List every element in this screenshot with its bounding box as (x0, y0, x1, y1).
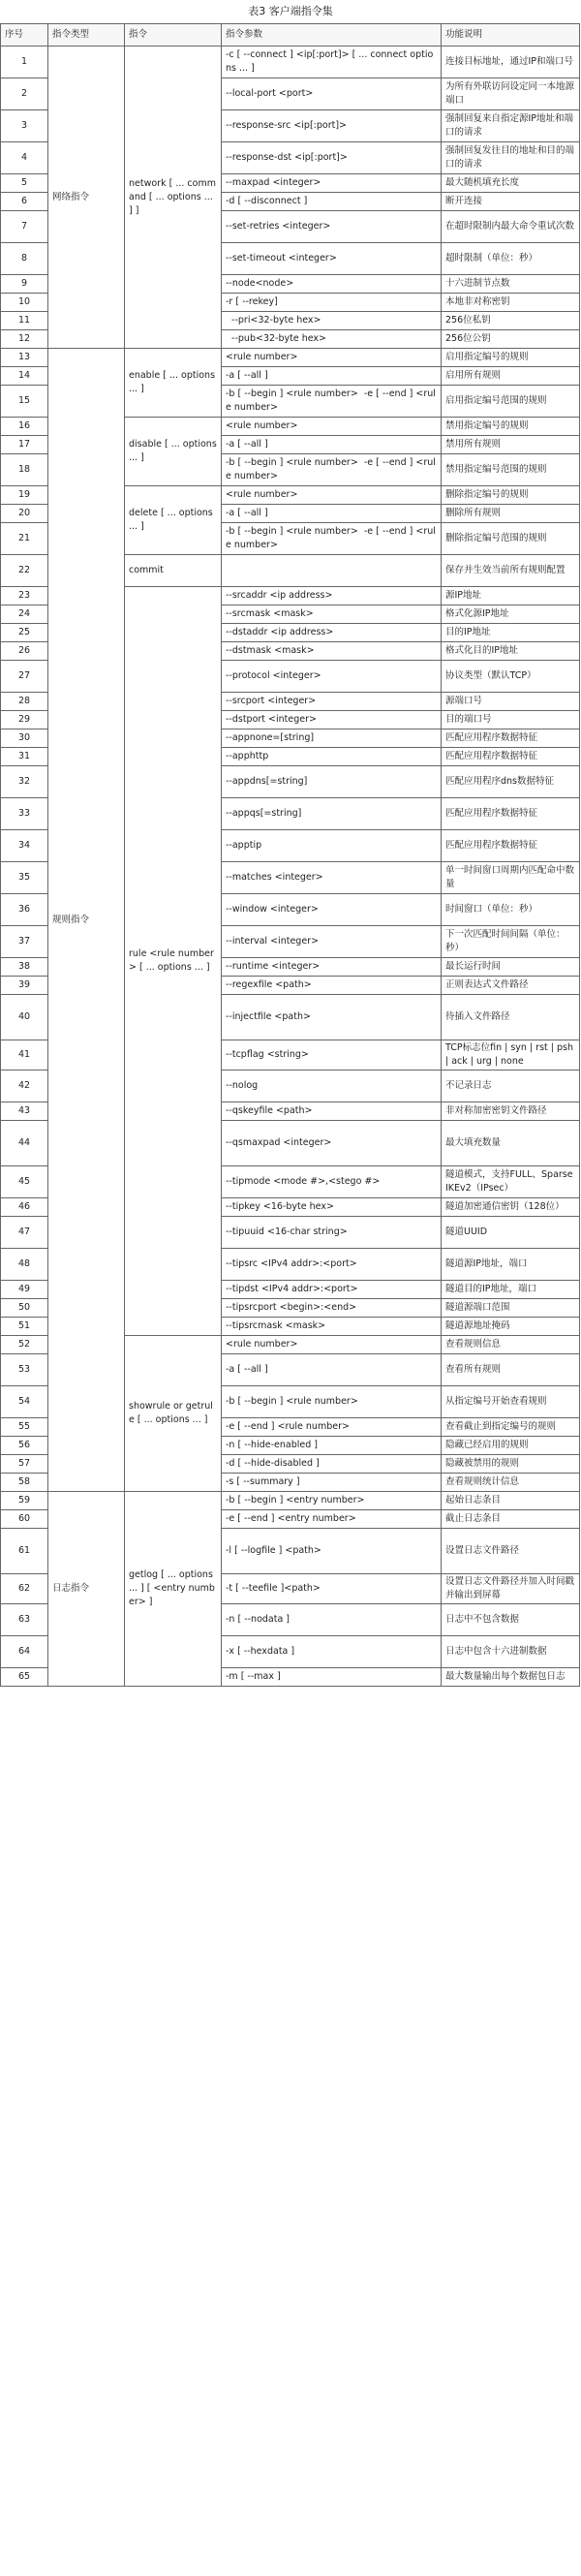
parameter-cell: --dstport <integer> (222, 711, 442, 729)
row-number: 38 (1, 958, 48, 977)
parameter-cell: --set-retries <integer> (222, 211, 442, 243)
description-cell: 隐藏被禁用的规则 (442, 1455, 580, 1474)
row-number: 10 (1, 294, 48, 312)
parameter-cell: --interval <integer> (222, 926, 442, 958)
parameter-cell: --protocol <integer> (222, 661, 442, 693)
description-cell: 强制回复来自指定源IP地址和端口的请求 (442, 110, 580, 142)
description-cell: 删除指定编号范围的规则 (442, 523, 580, 555)
row-number: 60 (1, 1510, 48, 1529)
row-number: 5 (1, 174, 48, 193)
header-category: 指令类型 (48, 24, 125, 47)
row-number: 51 (1, 1318, 48, 1336)
description-cell: 隧道源地址掩码 (442, 1318, 580, 1336)
description-cell: 从指定编号开始查看规则 (442, 1386, 580, 1418)
row-number: 4 (1, 142, 48, 174)
parameter-cell: --tipsrc <IPv4 addr>:<port> (222, 1249, 442, 1281)
row-number: 11 (1, 312, 48, 330)
description-cell: 日志中包含十六进制数据 (442, 1636, 580, 1668)
parameter-cell: --tipsrcport <begin>:<end> (222, 1299, 442, 1318)
description-cell: 查看所有规则 (442, 1354, 580, 1386)
description-cell: 在超时限制内最大命令重试次数 (442, 211, 580, 243)
parameter-cell: --window <integer> (222, 894, 442, 926)
description-cell: 匹配应用程序dns数据特征 (442, 766, 580, 798)
row-number: 3 (1, 110, 48, 142)
command-cell: showrule or getrule [ ... options ... ] (125, 1336, 222, 1492)
description-cell: 删除所有规则 (442, 505, 580, 523)
row-number: 49 (1, 1281, 48, 1299)
row-number: 7 (1, 211, 48, 243)
description-cell: 禁用所有规则 (442, 436, 580, 454)
row-number: 45 (1, 1166, 48, 1198)
parameter-cell: --response-src <ip[:port]> (222, 110, 442, 142)
description-cell: 保存并生效当前所有规则配置 (442, 555, 580, 587)
description-cell: 匹配应用程序数据特征 (442, 748, 580, 766)
row-number: 6 (1, 193, 48, 211)
description-cell: 隧道源IP地址，端口 (442, 1249, 580, 1281)
row-number: 17 (1, 436, 48, 454)
row-number: 48 (1, 1249, 48, 1281)
description-cell: 设置日志文件路径 (442, 1529, 580, 1574)
description-cell: 最长运行时间 (442, 958, 580, 977)
description-cell: 禁用指定编号的规则 (442, 418, 580, 436)
description-cell: 时间窗口（单位：秒） (442, 894, 580, 926)
parameter-cell: --pri<32-byte hex> (222, 312, 442, 330)
row-number: 53 (1, 1354, 48, 1386)
parameter-cell: --response-dst <ip[:port]> (222, 142, 442, 174)
parameter-cell (222, 555, 442, 587)
parameter-cell: --dstaddr <ip address> (222, 624, 442, 642)
description-cell: 隧道UUID (442, 1217, 580, 1249)
parameter-cell: -a [ --all ] (222, 505, 442, 523)
row-number: 64 (1, 1636, 48, 1668)
description-cell: 断开连接 (442, 193, 580, 211)
table-body (1, 47, 580, 1687)
row-number: 9 (1, 275, 48, 294)
row-number: 2 (1, 78, 48, 110)
row-number: 36 (1, 894, 48, 926)
row-number: 33 (1, 798, 48, 830)
row-number: 61 (1, 1529, 48, 1574)
description-cell: 下一次匹配时间间隔（单位：秒） (442, 926, 580, 958)
parameter-cell: -b [ --begin ] <rule number> -e [ --end ] <rule number> (222, 386, 442, 418)
description-cell: 匹配应用程序数据特征 (442, 830, 580, 862)
command-cell: enable [ ... options ... ] (125, 349, 222, 418)
parameter-cell: --local-port <port> (222, 78, 442, 110)
category-cell: 日志指令 (48, 1492, 125, 1687)
row-number: 59 (1, 1492, 48, 1510)
parameter-cell: -a [ --all ] (222, 1354, 442, 1386)
command-cell: network [ ... command [ ... options ... ] ] (125, 47, 222, 349)
description-cell: 设置日志文件路径并加入时间戳并输出到屏幕 (442, 1574, 580, 1604)
description-cell: 单一时间窗口周期内匹配命中数量 (442, 862, 580, 894)
parameter-cell: --appnone=[string] (222, 729, 442, 748)
parameter-cell: -d [ --hide-disabled ] (222, 1455, 442, 1474)
parameter-cell: -a [ --all ] (222, 436, 442, 454)
description-cell: 格式化源IP地址 (442, 605, 580, 624)
description-cell: 匹配应用程序数据特征 (442, 729, 580, 748)
description-cell: 查看截止到指定编号的规则 (442, 1418, 580, 1437)
description-cell: 目的IP地址 (442, 624, 580, 642)
row-number: 16 (1, 418, 48, 436)
row-number: 12 (1, 330, 48, 349)
row-number: 47 (1, 1217, 48, 1249)
description-cell: 256位公钥 (442, 330, 580, 349)
row-number: 42 (1, 1071, 48, 1102)
row-number: 20 (1, 505, 48, 523)
table-row (1, 47, 580, 78)
header-description: 功能说明 (442, 24, 580, 47)
description-cell: 超时限制（单位：秒） (442, 243, 580, 275)
row-number: 22 (1, 555, 48, 587)
parameter-cell: --pub<32-byte hex> (222, 330, 442, 349)
description-cell: 隧道目的IP地址，端口 (442, 1281, 580, 1299)
parameter-cell: <rule number> (222, 418, 442, 436)
description-cell: 为所有外联访问设定同一本地源端口 (442, 78, 580, 110)
row-number: 37 (1, 926, 48, 958)
description-cell: 连接目标地址，通过IP和端口号 (442, 47, 580, 78)
parameter-cell: -b [ --begin ] <rule number> -e [ --end ] <rule number> (222, 523, 442, 555)
command-table (0, 23, 580, 1687)
row-number: 28 (1, 693, 48, 711)
command-cell: disable [ ... options ... ] (125, 418, 222, 486)
command-cell: delete [ ... options ... ] (125, 486, 222, 555)
row-number: 25 (1, 624, 48, 642)
row-number: 58 (1, 1474, 48, 1492)
description-cell: 十六进制节点数 (442, 275, 580, 294)
row-number: 65 (1, 1668, 48, 1687)
description-cell: 本地非对称密钥 (442, 294, 580, 312)
description-cell: 最大随机填充长度 (442, 174, 580, 193)
description-cell: 正则表达式文件路径 (442, 977, 580, 995)
row-number: 23 (1, 587, 48, 605)
parameter-cell: -b [ --begin ] <entry number> (222, 1492, 442, 1510)
parameter-cell: <rule number> (222, 349, 442, 367)
description-cell: 启用指定编号的规则 (442, 349, 580, 367)
description-cell: 截止日志条目 (442, 1510, 580, 1529)
command-cell: commit (125, 555, 222, 587)
parameter-cell: --tcpflag <string> (222, 1040, 442, 1071)
description-cell: 隧道加密通信密钥（128位） (442, 1198, 580, 1217)
parameter-cell: -s [ --summary ] (222, 1474, 442, 1492)
parameter-cell: --srcmask <mask> (222, 605, 442, 624)
parameter-cell: --tipuuid <16-char string> (222, 1217, 442, 1249)
parameter-cell: --tipmode <mode #>,<stego #> (222, 1166, 442, 1198)
parameter-cell: -r [ --rekey] (222, 294, 442, 312)
row-number: 19 (1, 486, 48, 505)
parameter-cell: --set-timeout <integer> (222, 243, 442, 275)
parameter-cell: -c [ --connect ] <ip[:port]> [ ... connect options ... ] (222, 47, 442, 78)
description-cell: 隐藏已经启用的规则 (442, 1437, 580, 1455)
header-parameter: 指令参数 (222, 24, 442, 47)
description-cell: 匹配应用程序数据特征 (442, 798, 580, 830)
row-number: 30 (1, 729, 48, 748)
row-number: 56 (1, 1437, 48, 1455)
description-cell: 日志中不包含数据 (442, 1604, 580, 1636)
parameter-cell: -d [ --disconnect ] (222, 193, 442, 211)
header-no: 序号 (1, 24, 48, 47)
parameter-cell: --srcaddr <ip address> (222, 587, 442, 605)
parameter-cell: -n [ --nodata ] (222, 1604, 442, 1636)
parameter-cell: <rule number> (222, 486, 442, 505)
parameter-cell: --qskeyfile <path> (222, 1102, 442, 1121)
parameter-cell: --apphttp (222, 748, 442, 766)
description-cell: 源端口号 (442, 693, 580, 711)
row-number: 27 (1, 661, 48, 693)
row-number: 44 (1, 1121, 48, 1166)
description-cell: 起始日志条目 (442, 1492, 580, 1510)
parameter-cell: -l [ --logfile ] <path> (222, 1529, 442, 1574)
parameter-cell: -x [ --hexdata ] (222, 1636, 442, 1668)
row-number: 32 (1, 766, 48, 798)
table-row (1, 1492, 580, 1510)
row-number: 13 (1, 349, 48, 367)
description-cell: 格式化目的IP地址 (442, 642, 580, 661)
row-number: 39 (1, 977, 48, 995)
row-number: 14 (1, 367, 48, 386)
parameter-cell: --qsmaxpad <integer> (222, 1121, 442, 1166)
parameter-cell: --dstmask <mask> (222, 642, 442, 661)
header-command: 指令 (125, 24, 222, 47)
parameter-cell: --matches <integer> (222, 862, 442, 894)
parameter-cell: --maxpad <integer> (222, 174, 442, 193)
parameter-cell: --appqs[=string] (222, 798, 442, 830)
description-cell: 启用指定编号范围的规则 (442, 386, 580, 418)
description-cell: 256位私钥 (442, 312, 580, 330)
description-cell: 强制回复发往目的地址和目的端口的请求 (442, 142, 580, 174)
parameter-cell: --srcport <integer> (222, 693, 442, 711)
row-number: 24 (1, 605, 48, 624)
description-cell: 隧道源端口范围 (442, 1299, 580, 1318)
description-cell: 查看规则信息 (442, 1336, 580, 1354)
description-cell: 待插入文件路径 (442, 995, 580, 1040)
description-cell: 协议类型（默认TCP） (442, 661, 580, 693)
row-number: 8 (1, 243, 48, 275)
parameter-cell: --appdns[=string] (222, 766, 442, 798)
description-cell: TCP标志位fin | syn | rst | psh | ack | urg | none (442, 1040, 580, 1071)
parameter-cell: <rule number> (222, 1336, 442, 1354)
parameter-cell: -a [ --all ] (222, 367, 442, 386)
row-number: 15 (1, 386, 48, 418)
table-header-row (1, 24, 580, 47)
row-number: 54 (1, 1386, 48, 1418)
parameter-cell: -e [ --end ] <entry number> (222, 1510, 442, 1529)
description-cell: 最大填充数量 (442, 1121, 580, 1166)
parameter-cell: -b [ --begin ] <rule number> -e [ --end ] <rule number> (222, 454, 442, 486)
table-caption: 表3 客户端指令集 (248, 5, 333, 17)
description-cell: 源IP地址 (442, 587, 580, 605)
description-cell: 启用所有规则 (442, 367, 580, 386)
row-number: 46 (1, 1198, 48, 1217)
description-cell: 删除指定编号的规则 (442, 486, 580, 505)
description-cell: 最大数量输出每个数据包日志 (442, 1668, 580, 1687)
description-cell: 非对称加密密钥文件路径 (442, 1102, 580, 1121)
parameter-cell: --apptip (222, 830, 442, 862)
parameter-cell: --tipsrcmask <mask> (222, 1318, 442, 1336)
row-number: 40 (1, 995, 48, 1040)
row-number: 34 (1, 830, 48, 862)
parameter-cell: --tipdst <IPv4 addr>:<port> (222, 1281, 442, 1299)
row-number: 41 (1, 1040, 48, 1071)
parameter-cell: --injectfile <path> (222, 995, 442, 1040)
row-number: 63 (1, 1604, 48, 1636)
row-number: 29 (1, 711, 48, 729)
parameter-cell: -b [ --begin ] <rule number> (222, 1386, 442, 1418)
row-number: 26 (1, 642, 48, 661)
parameter-cell: --runtime <integer> (222, 958, 442, 977)
row-number: 18 (1, 454, 48, 486)
description-cell: 目的端口号 (442, 711, 580, 729)
category-cell: 规则指令 (48, 349, 125, 1492)
row-number: 43 (1, 1102, 48, 1121)
parameter-cell: -e [ --end ] <rule number> (222, 1418, 442, 1437)
row-number: 50 (1, 1299, 48, 1318)
row-number: 55 (1, 1418, 48, 1437)
row-number: 35 (1, 862, 48, 894)
description-cell: 隧道模式，支持FULL、Sparse IKEv2（IPsec） (442, 1166, 580, 1198)
parameter-cell: -m [ --max ] (222, 1668, 442, 1687)
description-cell: 禁用指定编号范围的规则 (442, 454, 580, 486)
row-number: 52 (1, 1336, 48, 1354)
row-number: 57 (1, 1455, 48, 1474)
row-number: 62 (1, 1574, 48, 1604)
parameter-cell: -t [ --teefile ]<path> (222, 1574, 442, 1604)
row-number: 31 (1, 748, 48, 766)
command-cell: rule <rule number> [ ... options ... ] (125, 587, 222, 1336)
parameter-cell: --nolog (222, 1071, 442, 1102)
description-cell: 查看规则统计信息 (442, 1474, 580, 1492)
parameter-cell: --regexfile <path> (222, 977, 442, 995)
parameter-cell: --node<node> (222, 275, 442, 294)
table-row (1, 349, 580, 367)
row-number: 21 (1, 523, 48, 555)
row-number: 1 (1, 47, 48, 78)
parameter-cell: -n [ --hide-enabled ] (222, 1437, 442, 1455)
description-cell: 不记录日志 (442, 1071, 580, 1102)
command-cell: getlog [ ... options ... ] [ <entry number> ] (125, 1492, 222, 1687)
category-cell: 网络指令 (48, 47, 125, 349)
parameter-cell: --tipkey <16-byte hex> (222, 1198, 442, 1217)
